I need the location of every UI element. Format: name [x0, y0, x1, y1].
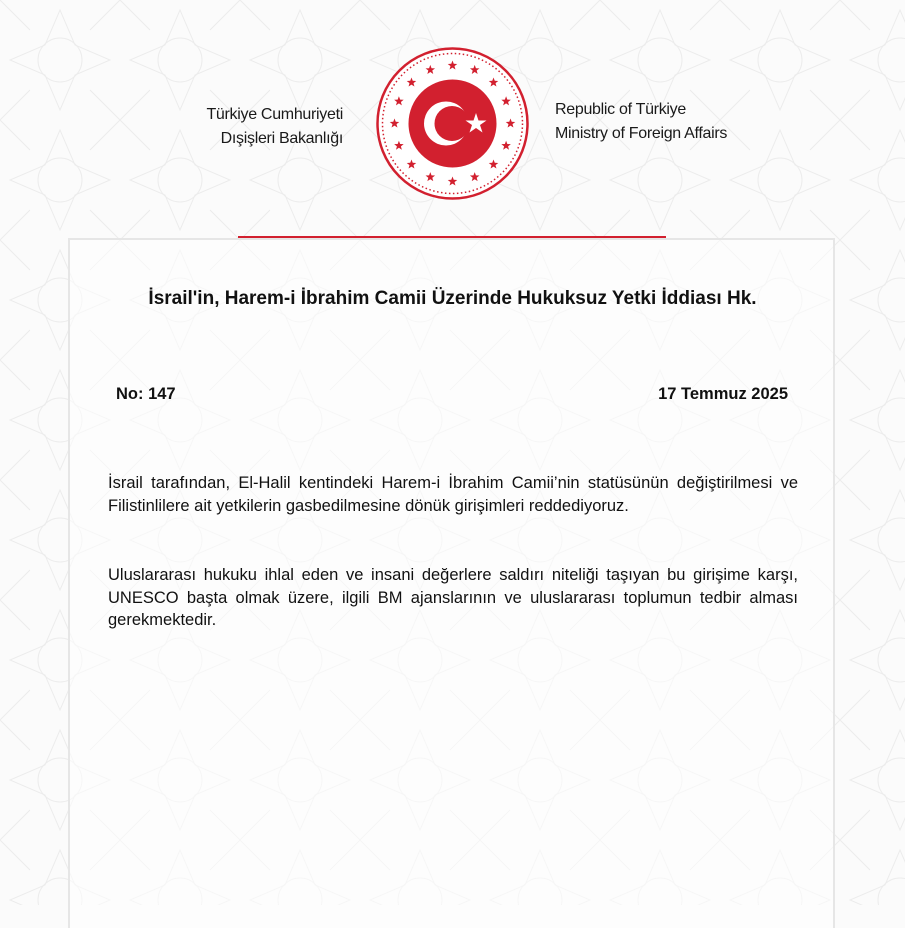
statement-number: No: 147	[116, 385, 176, 403]
header-right-line2: Ministry of Foreign Affairs	[555, 125, 728, 142]
ministry-name-turkish	[206, 103, 343, 151]
statement-title: İsrail'in, Harem-i İbrahim Camii Üzerinde Hukuksuz Yetki İddiası Hk.	[148, 288, 757, 309]
header-left-line1: Türkiye Cumhuriyeti	[206, 106, 343, 123]
header-left-line2: Dışişleri Bakanlığı	[220, 130, 343, 147]
ministry-name-english	[555, 98, 727, 146]
header-right-line1: Republic of Türkiye	[555, 101, 686, 118]
statement-paragraph-1: İsrail tarafından, El-Halil kentindeki Harem-i İbrahim Camii’nin statüsünün değiştirilmesi ve Filistinlilere ait yetkilerin gasbedilmesine dönük girişimleri reddediyoruz.	[108, 474, 798, 515]
ministry-seal-icon	[375, 46, 530, 201]
statement-date: 17 Temmuz 2025	[658, 385, 788, 403]
statement-paragraph-2: Uluslararası hukuku ihlal eden ve insani değerlere saldırı niteliği taşıyan bu girişime karşı, UNESCO başta olmak üzere, ilgili BM ajanslarının ve uluslararası toplumun tedbir alması gerekmektedir.	[108, 566, 798, 629]
